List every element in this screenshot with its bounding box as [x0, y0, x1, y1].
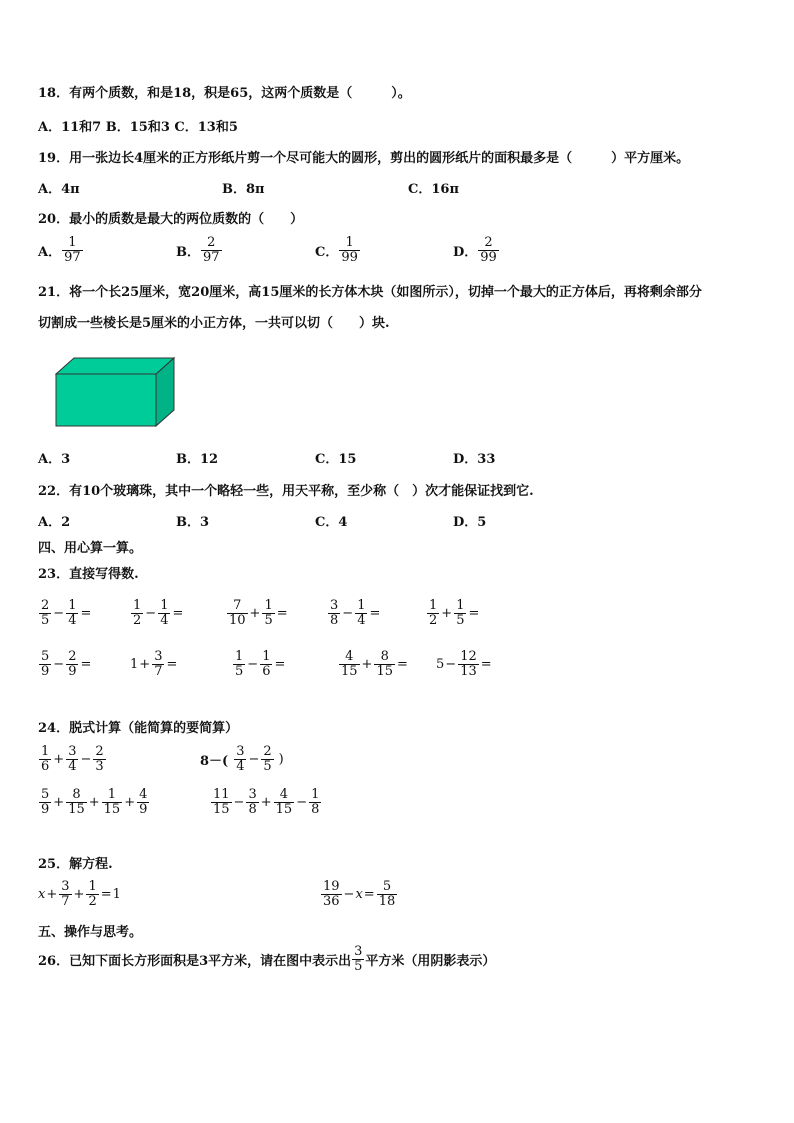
- q24-title: 24．脱式计算（能简算的要简算）: [38, 721, 239, 736]
- q21-option-d: D．33: [453, 452, 496, 467]
- cuboid-figure: [55, 357, 177, 429]
- q23-expr-1: $\frac{2}{5}$ − $\frac{1}{4}$ =: [41, 598, 92, 628]
- q18-text: 18．有两个质数，和是18，积是65，这两个质数是（ ）。: [38, 86, 411, 101]
- q23-expr-6: $\frac{5}{9}$ − $\frac{2}{9}$ =: [41, 649, 92, 679]
- q23-title: 23．直接写得数.: [38, 567, 139, 582]
- q26-text: 26．已知下面长方形面积是3平方米，请在图中表示出 $\frac{3}{5}$ 平方米（用阴影表示）: [38, 944, 496, 974]
- q24-expr-1: $\frac{1}{6}$ + $\frac{3}{4}$ − $\frac{2}{3}$: [41, 744, 104, 774]
- q19-option-b: B．8π: [222, 182, 265, 197]
- q23-expr-3: $\frac{7}{10}$ + $\frac{1}{5}$ =: [229, 598, 288, 628]
- cuboid-front-face: [56, 374, 156, 426]
- q19-option-c: C．16π: [408, 182, 459, 197]
- q25-equation-1: x + $\frac{3}{7}$ + $\frac{1}{2}$ = 1: [38, 879, 121, 909]
- q21-option-a: A．3: [38, 452, 71, 467]
- q24-expr-3: $\frac{5}{9}$ + $\frac{8}{15}$ + $\frac{1}{15}$ + $\frac{4}{9}$: [41, 787, 148, 817]
- q21-option-c: C．15: [315, 452, 357, 467]
- q21-text-line1: 21．将一个长25厘米，宽20厘米，高15厘米的长方体木块（如图所示），切掉一个最大的正方体后，再将剩余部分: [38, 285, 702, 300]
- q25-equation-2: $\frac{19}{36}$ − x = $\frac{5}{18}$: [323, 879, 396, 909]
- q23-expr-5: $\frac{1}{2}$ + $\frac{1}{5}$ =: [429, 598, 480, 628]
- cuboid-top-face: [56, 358, 174, 374]
- q24-expr-2: 8－( $\frac{3}{4}$ − $\frac{2}{5}$ ): [200, 744, 284, 774]
- q22-option-b: B．3: [176, 515, 210, 530]
- section5-heading: 五、操作与思考。: [38, 925, 143, 940]
- q24-expr-4: $\frac{11}{15}$ − $\frac{3}{8}$ + $\frac{4}{15}$ − $\frac{1}{8}$: [213, 787, 320, 817]
- q23-expr-7: 1 + $\frac{3}{7}$ =: [130, 649, 178, 679]
- q23-expr-4: $\frac{3}{8}$ − $\frac{1}{4}$ =: [330, 598, 381, 628]
- q22-option-d: D．5: [453, 515, 487, 530]
- q22-option-c: C．4: [315, 515, 348, 530]
- q20-option-d: D． $\frac{2}{99}$: [453, 235, 497, 265]
- q18-options: A．11和7 B．15和3 C．13和5: [38, 120, 238, 135]
- q21-text-line2: 切割成一些棱长是5厘米的小正方体，一共可以切（ ）块.: [38, 316, 390, 331]
- q22-text: 22．有10个玻璃珠，其中一个略轻一些，用天平称，至少称（ ）次才能保证找到它.: [38, 484, 534, 499]
- q20-option-b: B． $\frac{2}{97}$: [176, 235, 220, 265]
- q19-option-a: A．4π: [38, 182, 80, 197]
- q22-option-a: A．2: [38, 515, 71, 530]
- section4-heading: 四、用心算一算。: [38, 541, 143, 556]
- q23-expr-9: $\frac{4}{15}$ + $\frac{8}{15}$ =: [341, 649, 408, 679]
- q23-expr-2: $\frac{1}{2}$ − $\frac{1}{4}$ =: [133, 598, 184, 628]
- q20-option-a: A． $\frac{1}{97}$: [38, 235, 81, 265]
- q20-text: 20．最小的质数是最大的两位质数的（ ）: [38, 212, 304, 227]
- q19-text: 19．用一张边长4厘米的正方形纸片剪一个尽可能大的圆形，剪出的圆形纸片的面积最多是（ ）平方厘米。: [38, 151, 690, 166]
- q20-option-c: C． $\frac{1}{99}$: [315, 235, 358, 265]
- q23-expr-10: 5 − $\frac{12}{13}$ =: [436, 649, 492, 679]
- q23-expr-8: $\frac{1}{5}$ − $\frac{1}{6}$ =: [235, 649, 286, 679]
- q25-title: 25．解方程.: [38, 857, 113, 872]
- q21-option-b: B．12: [176, 452, 219, 467]
